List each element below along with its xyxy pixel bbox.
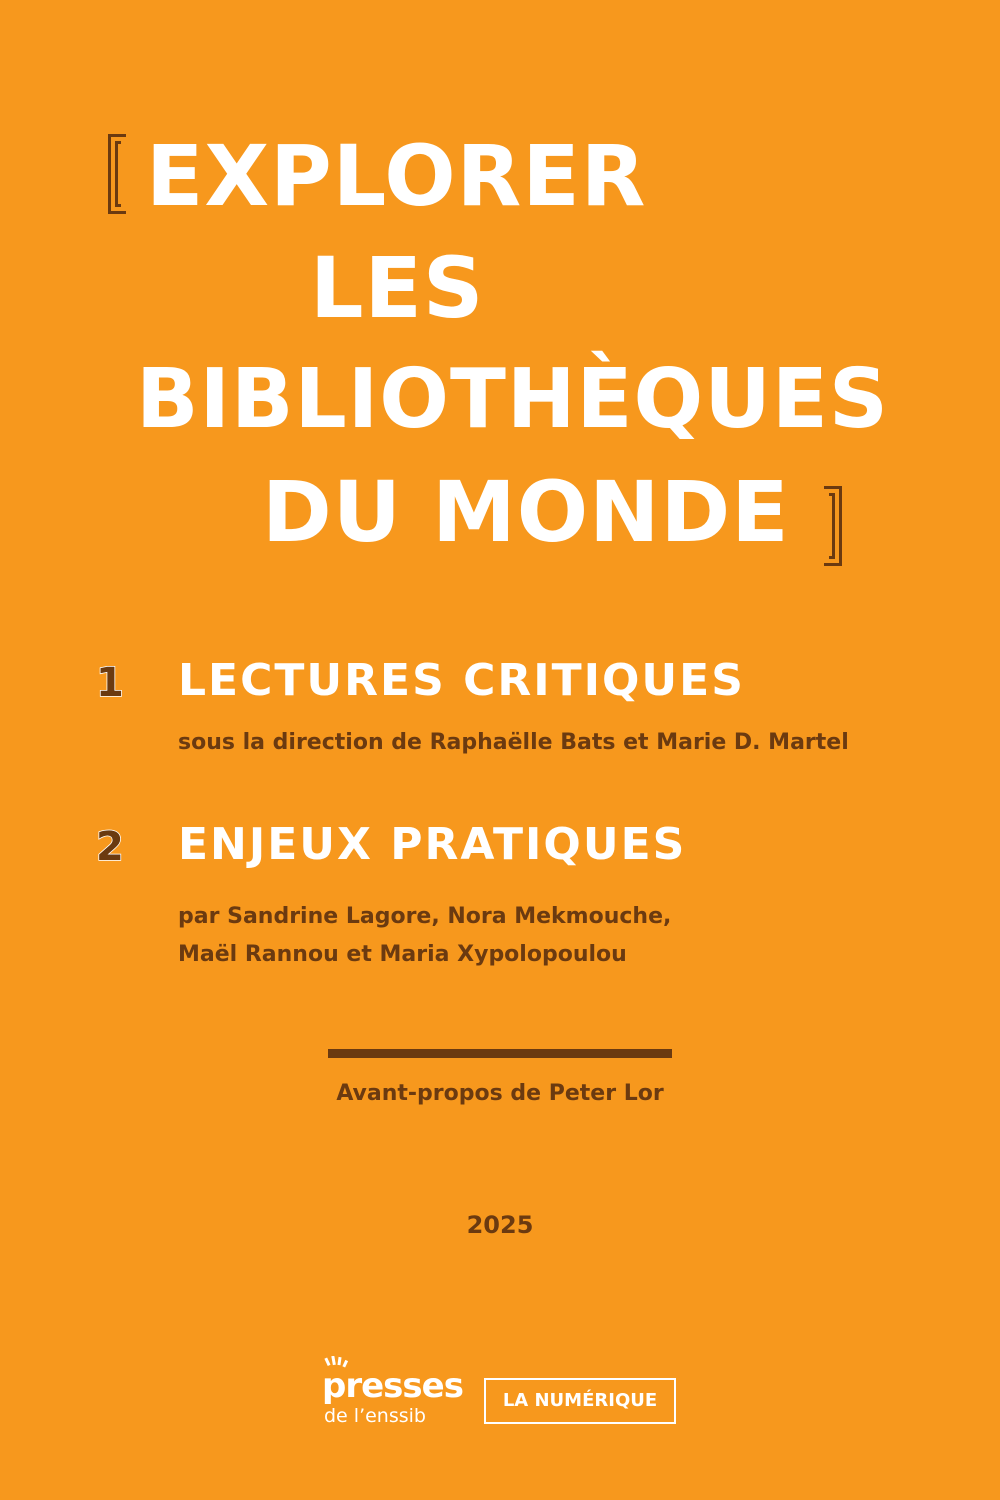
collection-badge: LA NUMÉRIQUE [484, 1378, 676, 1424]
title-line-1: EXPLORER [146, 127, 647, 225]
title-line-3: BIBLIOTHÈQUES [136, 352, 889, 447]
volume-2-title: ENJEUX PRATIQUES [178, 819, 687, 870]
title-line-2: LES [310, 239, 485, 337]
volume-2-authors-line-1: par Sandrine Lagore, Nora Mekmouche, [178, 904, 672, 929]
right-bracket-ornament [824, 486, 842, 566]
publisher-logo [322, 1356, 462, 1430]
volume-2-authors-line-2: Maël Rannou et Maria Xypolopoulou [178, 942, 627, 967]
publication-year: 2025 [466, 1211, 534, 1239]
volume-1-authors: sous la direction de Raphaëlle Bats et Marie D. Martel [178, 730, 849, 755]
volume-1-number: 1 [96, 660, 124, 706]
publisher-name: presses [322, 1366, 463, 1406]
divider-rule [328, 1049, 672, 1058]
left-bracket-ornament [108, 134, 126, 214]
title-line-4: DU MONDE [262, 463, 790, 561]
volume-1-title: LECTURES CRITIQUES [178, 655, 745, 706]
volume-2-number: 2 [96, 824, 124, 870]
publisher-subname: de l’enssib [324, 1405, 426, 1427]
foreword-credit: Avant-propos de Peter Lor [336, 1081, 664, 1106]
